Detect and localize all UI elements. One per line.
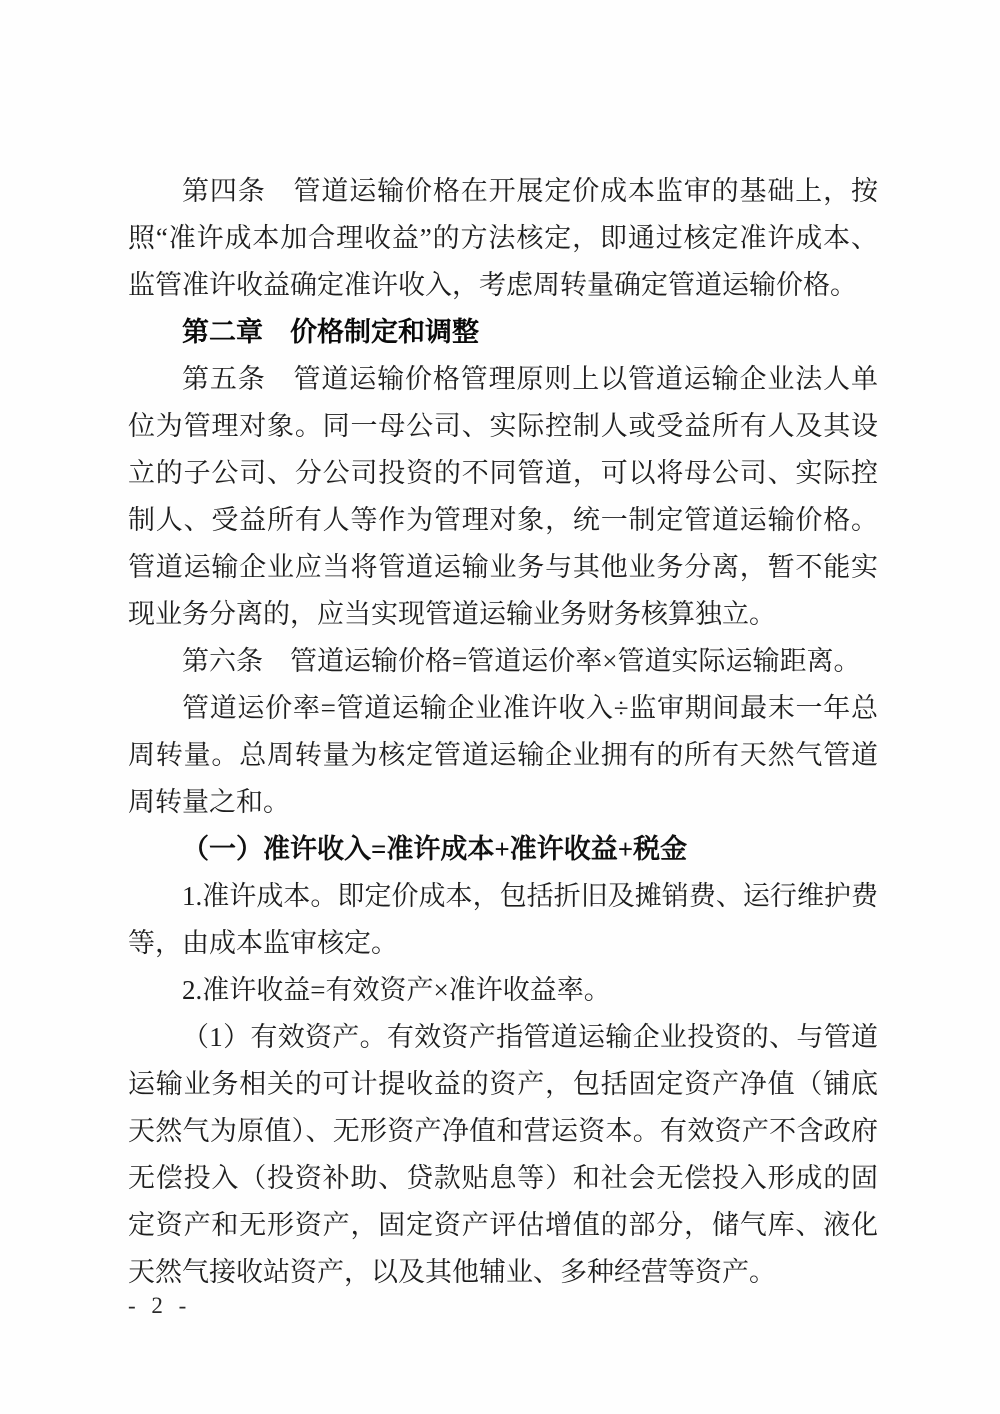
paragraph-article-6: 第六条 管道运输价格=管道运价率×管道实际运输距离。 — [182, 646, 861, 676]
chapter-2-heading: 第二章 价格制定和调整 — [182, 317, 479, 347]
paragraph-permitted-revenue-formula: （一）准许收入=准许成本+准许收益+税金 — [182, 834, 688, 864]
paragraph-tariff-rate-formula: 管道运价率=管道运输企业准许收入÷监审期间最末一年总周转量。总周转量为核定管道运输企业拥有的所有天然气管道周转量之和。 — [128, 693, 878, 817]
paragraph-permitted-cost: 1.准许成本。即定价成本，包括折旧及摊销费、运行维护费等，由成本监审核定。 — [128, 881, 878, 958]
paragraph-effective-assets: （1）有效资产。有效资产指管道运输企业投资的、与管道运输业务相关的可计提收益的资产，包括固定资产净值（铺底天然气为原值）、无形资产净值和营运资本。有效资产不含政府无偿投入（投资补助、贷款贴息等）和社会无偿投入形成的固定资产和无形资产，固定资产评估增值的部分，储气库、液化天然气接收站资产，以及其他辅业、多种经营等资产。 — [128, 1022, 878, 1287]
page-number: - 2 - — [128, 1293, 192, 1318]
document-body — [128, 168, 878, 1296]
paragraph-permitted-return-formula: 2.准许收益=有效资产×准许收益率。 — [182, 975, 611, 1005]
paragraph-article-4: 第四条 管道运输价格在开展定价成本监审的基础上，按照“准许成本加合理收益”的方法核定，即通过核定准许成本、监管准许收益确定准许收入，考虑周转量确定管道运输价格。 — [128, 176, 878, 300]
paragraph-article-5: 第五条 管道运输价格管理原则上以管道运输企业法人单位为管理对象。同一母公司、实际控制人或受益所有人及其设立的子公司、分公司投资的不同管道，可以将母公司、实际控制人、受益所有人等作为管理对象，统一制定管道运输价格。管道运输企业应当将管道运输业务与其他业务分离，暂不能实现业务分离的，应当实现管道运输业务财务核算独立。 — [128, 364, 878, 629]
